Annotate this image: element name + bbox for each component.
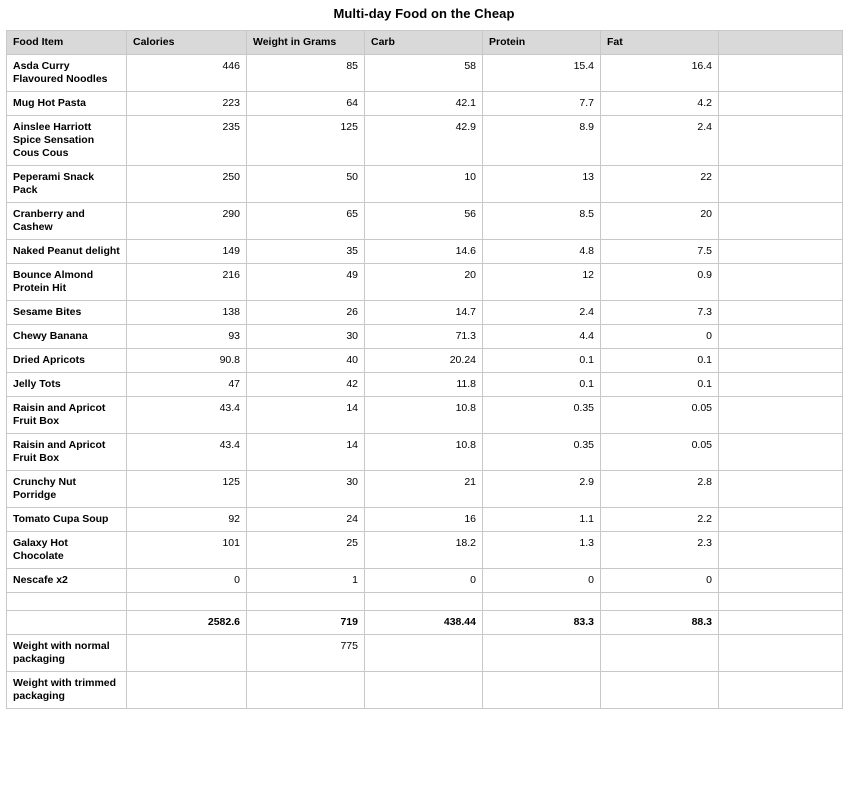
cell-extra <box>719 508 843 532</box>
table-row <box>7 166 843 203</box>
cell-totals-label <box>7 611 127 635</box>
table-row <box>7 532 843 569</box>
cell-carb: 21 <box>365 471 483 508</box>
cell-fat: 20 <box>601 203 719 240</box>
cell-total-weight: 719 <box>247 611 365 635</box>
cell-food-item: Mug Hot Pasta <box>7 92 127 116</box>
cell-weight: 14 <box>247 397 365 434</box>
cell-weight: 50 <box>247 166 365 203</box>
cell-extra <box>719 301 843 325</box>
cell-protein <box>483 672 601 709</box>
table-row <box>7 349 843 373</box>
cell-calories: 138 <box>127 301 247 325</box>
cell-protein <box>483 593 601 611</box>
cell-calories: 90.8 <box>127 349 247 373</box>
table-row <box>7 301 843 325</box>
cell-extra <box>719 325 843 349</box>
cell-weight: 25 <box>247 532 365 569</box>
cell-protein <box>483 635 601 672</box>
cell-food-item: Naked Peanut delight <box>7 240 127 264</box>
cell-calories: 47 <box>127 373 247 397</box>
cell-weight: 14 <box>247 434 365 471</box>
cell-carb <box>365 593 483 611</box>
cell-fat: 0 <box>601 325 719 349</box>
cell-total-extra <box>719 611 843 635</box>
cell-fat: 2.3 <box>601 532 719 569</box>
cell-protein: 8.5 <box>483 203 601 240</box>
cell-extra <box>719 264 843 301</box>
cell-calories <box>127 635 247 672</box>
table-header <box>7 31 843 55</box>
cell-carb: 14.7 <box>365 301 483 325</box>
cell-fat <box>601 593 719 611</box>
cell-fat: 16.4 <box>601 55 719 92</box>
cell-food-item: Asda Curry Flavoured Noodles <box>7 55 127 92</box>
cell-weight: 40 <box>247 349 365 373</box>
cell-food-item: Tomato Cupa Soup <box>7 508 127 532</box>
cell-food-item: Weight with trimmed packaging <box>7 672 127 709</box>
cell-carb: 18.2 <box>365 532 483 569</box>
cell-carb: 58 <box>365 55 483 92</box>
cell-calories: 149 <box>127 240 247 264</box>
cell-protein: 0.35 <box>483 434 601 471</box>
cell-fat <box>601 635 719 672</box>
cell-carb: 71.3 <box>365 325 483 349</box>
cell-calories <box>127 672 247 709</box>
cell-extra <box>719 635 843 672</box>
cell-protein: 4.4 <box>483 325 601 349</box>
cell-weight: 42 <box>247 373 365 397</box>
column-header-fat: Fat <box>601 31 719 55</box>
cell-extra <box>719 240 843 264</box>
cell-food-item: Bounce Almond Protein Hit <box>7 264 127 301</box>
cell-food-item: Peperami Snack Pack <box>7 166 127 203</box>
cell-protein: 8.9 <box>483 116 601 166</box>
table-body <box>7 55 843 709</box>
cell-protein: 12 <box>483 264 601 301</box>
cell-total-carb: 438.44 <box>365 611 483 635</box>
cell-weight <box>247 672 365 709</box>
cell-weight: 24 <box>247 508 365 532</box>
cell-total-fat: 88.3 <box>601 611 719 635</box>
cell-weight: 85 <box>247 55 365 92</box>
cell-weight: 26 <box>247 301 365 325</box>
table-row <box>7 508 843 532</box>
cell-protein: 7.7 <box>483 92 601 116</box>
cell-food-item: Raisin and Apricot Fruit Box <box>7 434 127 471</box>
cell-extra <box>719 166 843 203</box>
cell-weight: 49 <box>247 264 365 301</box>
cell-carb: 10.8 <box>365 397 483 434</box>
cell-protein: 4.8 <box>483 240 601 264</box>
cell-carb: 56 <box>365 203 483 240</box>
cell-extra <box>719 55 843 92</box>
cell-extra <box>719 203 843 240</box>
table-row <box>7 92 843 116</box>
cell-fat: 0.9 <box>601 264 719 301</box>
cell-fat: 7.3 <box>601 301 719 325</box>
column-header-calories: Calories <box>127 31 247 55</box>
cell-fat <box>601 672 719 709</box>
column-header-food-item: Food Item <box>7 31 127 55</box>
cell-fat: 0 <box>601 569 719 593</box>
cell-carb: 0 <box>365 569 483 593</box>
page-title: Multi-day Food on the Cheap <box>333 6 515 21</box>
column-header-protein: Protein <box>483 31 601 55</box>
cell-calories: 250 <box>127 166 247 203</box>
cell-calories: 290 <box>127 203 247 240</box>
cell-food-item: Dried Apricots <box>7 349 127 373</box>
table-row <box>7 569 843 593</box>
cell-fat: 22 <box>601 166 719 203</box>
cell-protein: 0.35 <box>483 397 601 434</box>
cell-carb <box>365 635 483 672</box>
table-row <box>7 373 843 397</box>
cell-food-item <box>7 593 127 611</box>
cell-carb: 11.8 <box>365 373 483 397</box>
cell-fat: 0.1 <box>601 349 719 373</box>
cell-weight: 775 <box>247 635 365 672</box>
table-spacer-row <box>7 593 843 611</box>
cell-calories: 223 <box>127 92 247 116</box>
cell-extra <box>719 593 843 611</box>
cell-calories: 101 <box>127 532 247 569</box>
table-row <box>7 264 843 301</box>
table-row <box>7 672 843 709</box>
cell-weight: 125 <box>247 116 365 166</box>
cell-carb: 14.6 <box>365 240 483 264</box>
cell-food-item: Raisin and Apricot Fruit Box <box>7 397 127 434</box>
cell-food-item: Crunchy Nut Porridge <box>7 471 127 508</box>
cell-weight: 65 <box>247 203 365 240</box>
cell-food-item: Nescafe x2 <box>7 569 127 593</box>
cell-calories: 216 <box>127 264 247 301</box>
cell-protein: 13 <box>483 166 601 203</box>
cell-extra <box>719 434 843 471</box>
table-row <box>7 325 843 349</box>
cell-protein: 1.1 <box>483 508 601 532</box>
table-totals-row <box>7 611 843 635</box>
cell-extra <box>719 569 843 593</box>
cell-protein: 1.3 <box>483 532 601 569</box>
cell-calories: 446 <box>127 55 247 92</box>
cell-protein: 2.4 <box>483 301 601 325</box>
table-row <box>7 240 843 264</box>
column-header-carb: Carb <box>365 31 483 55</box>
cell-calories: 92 <box>127 508 247 532</box>
cell-extra <box>719 116 843 166</box>
cell-protein: 0.1 <box>483 373 601 397</box>
cell-fat: 4.2 <box>601 92 719 116</box>
cell-calories: 93 <box>127 325 247 349</box>
cell-fat: 0.1 <box>601 373 719 397</box>
cell-food-item: Ainslee Harriott Spice Sensation Cous Cous <box>7 116 127 166</box>
cell-carb: 10 <box>365 166 483 203</box>
cell-calories: 43.4 <box>127 397 247 434</box>
table-row <box>7 397 843 434</box>
cell-extra <box>719 397 843 434</box>
table-row <box>7 635 843 672</box>
cell-weight: 1 <box>247 569 365 593</box>
cell-carb: 16 <box>365 508 483 532</box>
cell-extra <box>719 349 843 373</box>
cell-food-item: Chewy Banana <box>7 325 127 349</box>
cell-total-protein: 83.3 <box>483 611 601 635</box>
cell-protein: 2.9 <box>483 471 601 508</box>
cell-food-item: Cranberry and Cashew <box>7 203 127 240</box>
food-nutrition-table <box>6 30 843 709</box>
cell-fat: 2.4 <box>601 116 719 166</box>
table-row <box>7 203 843 240</box>
cell-carb: 42.1 <box>365 92 483 116</box>
cell-carb: 20.24 <box>365 349 483 373</box>
cell-protein: 15.4 <box>483 55 601 92</box>
cell-extra <box>719 672 843 709</box>
cell-fat: 2.8 <box>601 471 719 508</box>
cell-weight <box>247 593 365 611</box>
cell-weight: 64 <box>247 92 365 116</box>
column-header-extra <box>719 31 843 55</box>
table-row <box>7 434 843 471</box>
cell-food-item: Galaxy Hot Chocolate <box>7 532 127 569</box>
table-row <box>7 116 843 166</box>
cell-fat: 0.05 <box>601 434 719 471</box>
cell-food-item: Weight with normal packaging <box>7 635 127 672</box>
cell-food-item: Sesame Bites <box>7 301 127 325</box>
cell-calories: 125 <box>127 471 247 508</box>
cell-calories <box>127 593 247 611</box>
cell-weight: 35 <box>247 240 365 264</box>
cell-calories: 43.4 <box>127 434 247 471</box>
cell-fat: 7.5 <box>601 240 719 264</box>
cell-fat: 0.05 <box>601 397 719 434</box>
cell-food-item: Jelly Tots <box>7 373 127 397</box>
table-row <box>7 55 843 92</box>
cell-carb: 10.8 <box>365 434 483 471</box>
cell-extra <box>719 532 843 569</box>
table-row <box>7 471 843 508</box>
cell-carb <box>365 672 483 709</box>
table-header-row <box>7 31 843 55</box>
cell-extra <box>719 373 843 397</box>
cell-extra <box>719 471 843 508</box>
cell-protein: 0.1 <box>483 349 601 373</box>
cell-carb: 20 <box>365 264 483 301</box>
cell-extra <box>719 92 843 116</box>
cell-total-calories: 2582.6 <box>127 611 247 635</box>
cell-protein: 0 <box>483 569 601 593</box>
cell-weight: 30 <box>247 471 365 508</box>
cell-calories: 235 <box>127 116 247 166</box>
cell-fat: 2.2 <box>601 508 719 532</box>
column-header-weight: Weight in Grams <box>247 31 365 55</box>
cell-calories: 0 <box>127 569 247 593</box>
cell-carb: 42.9 <box>365 116 483 166</box>
cell-weight: 30 <box>247 325 365 349</box>
